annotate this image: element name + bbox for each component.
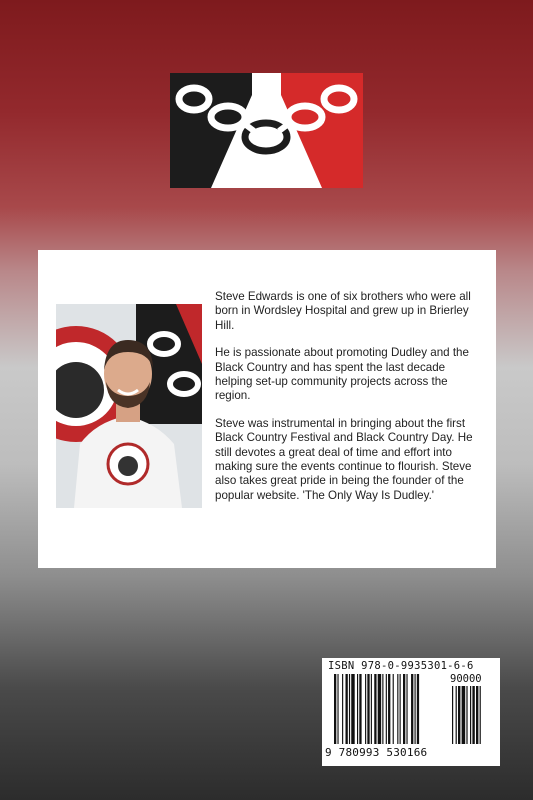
ean-digits: 9 780993 530166 (325, 746, 428, 759)
author-photo (56, 304, 202, 508)
bio-paragraph-2: He is passionate about promoting Dudley and the Black Country and has spent the last decade helping set-up community projects across the region. (215, 346, 469, 403)
author-bio-text (215, 290, 482, 516)
bio-paragraph-1: Steve Edwards is one of six brothers who were all born in Wordsley Hospital and grew up in Brierley Hill. (215, 290, 471, 332)
black-country-flag (170, 73, 363, 188)
price-code: 90000 (450, 673, 482, 685)
barcode-bars (334, 674, 494, 746)
isbn-number: ISBN 978-0-9935301-6-6 (328, 660, 474, 672)
bio-paragraph-3: Steve was instrumental in bringing about the first Black Country Festival and Black Country Day. He still devotes a great deal of time and effort into making sure the events continue to flourish. Steve also takes great pride in being the founder of the popular website. 'The Only Way Is Dudley.' (215, 416, 473, 502)
isbn-barcode (322, 658, 500, 766)
author-bio-panel (38, 250, 496, 568)
